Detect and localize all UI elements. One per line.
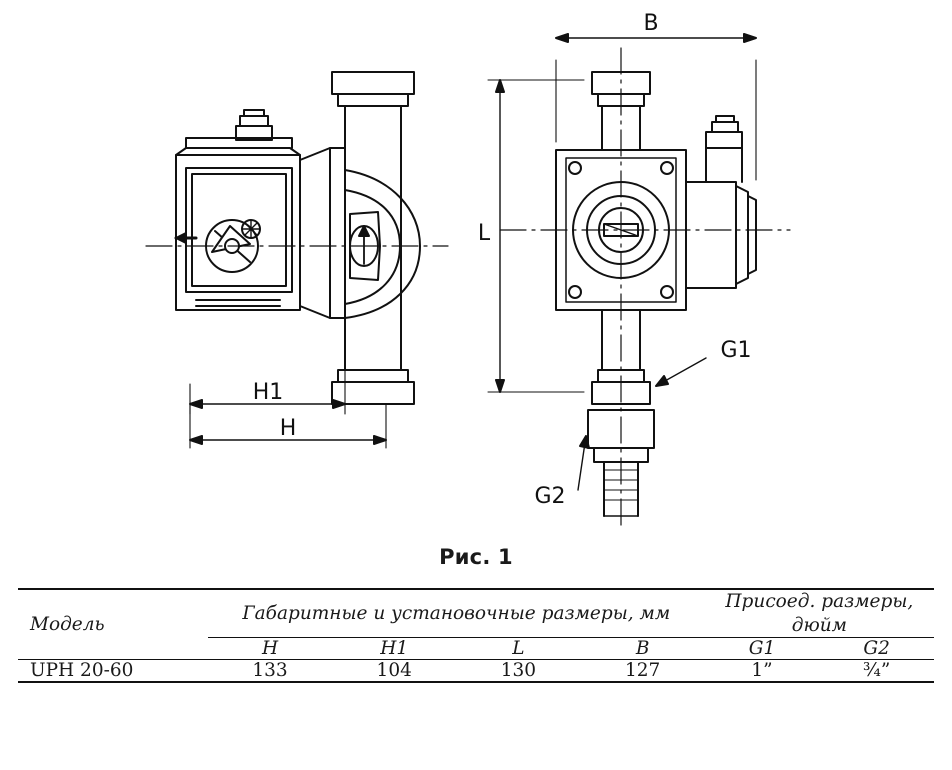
cell-model: UPH 20-60 — [30, 660, 134, 682]
header-col-h1: H1 — [380, 638, 409, 660]
header-group-connection: Присоед. размеры, дюйм — [725, 591, 914, 636]
specifications-table — [18, 588, 934, 683]
front-view-pump — [488, 34, 790, 530]
header-col-g1: G1 — [748, 638, 776, 660]
table-group-header-row — [18, 590, 934, 637]
cell-l: 130 — [500, 660, 537, 682]
cell-g1: 1” — [751, 660, 773, 682]
table-bottom-rule — [18, 682, 934, 683]
header-group-overall: Габаритные и установочные размеры, мм — [242, 602, 671, 624]
label-g1: G1 — [720, 338, 752, 363]
header-col-l: L — [512, 638, 525, 660]
label-l: L — [477, 221, 491, 246]
label-h1: H1 — [252, 380, 284, 405]
cell-h: 133 — [252, 660, 288, 682]
header-col-h: H — [261, 638, 279, 660]
figure-caption: Рис. 1 — [439, 545, 513, 569]
cell-g2: ¾” — [862, 660, 891, 682]
label-h: H — [279, 416, 297, 441]
table-row — [18, 660, 934, 682]
label-g2: G2 — [534, 484, 566, 509]
cell-b: 127 — [624, 660, 661, 682]
header-col-b: B — [635, 638, 650, 660]
cell-h1: 104 — [376, 660, 412, 682]
header-model: Модель — [30, 613, 105, 635]
header-col-g2: G2 — [863, 638, 890, 660]
side-view-pump — [146, 72, 448, 448]
label-b: B — [643, 11, 659, 36]
